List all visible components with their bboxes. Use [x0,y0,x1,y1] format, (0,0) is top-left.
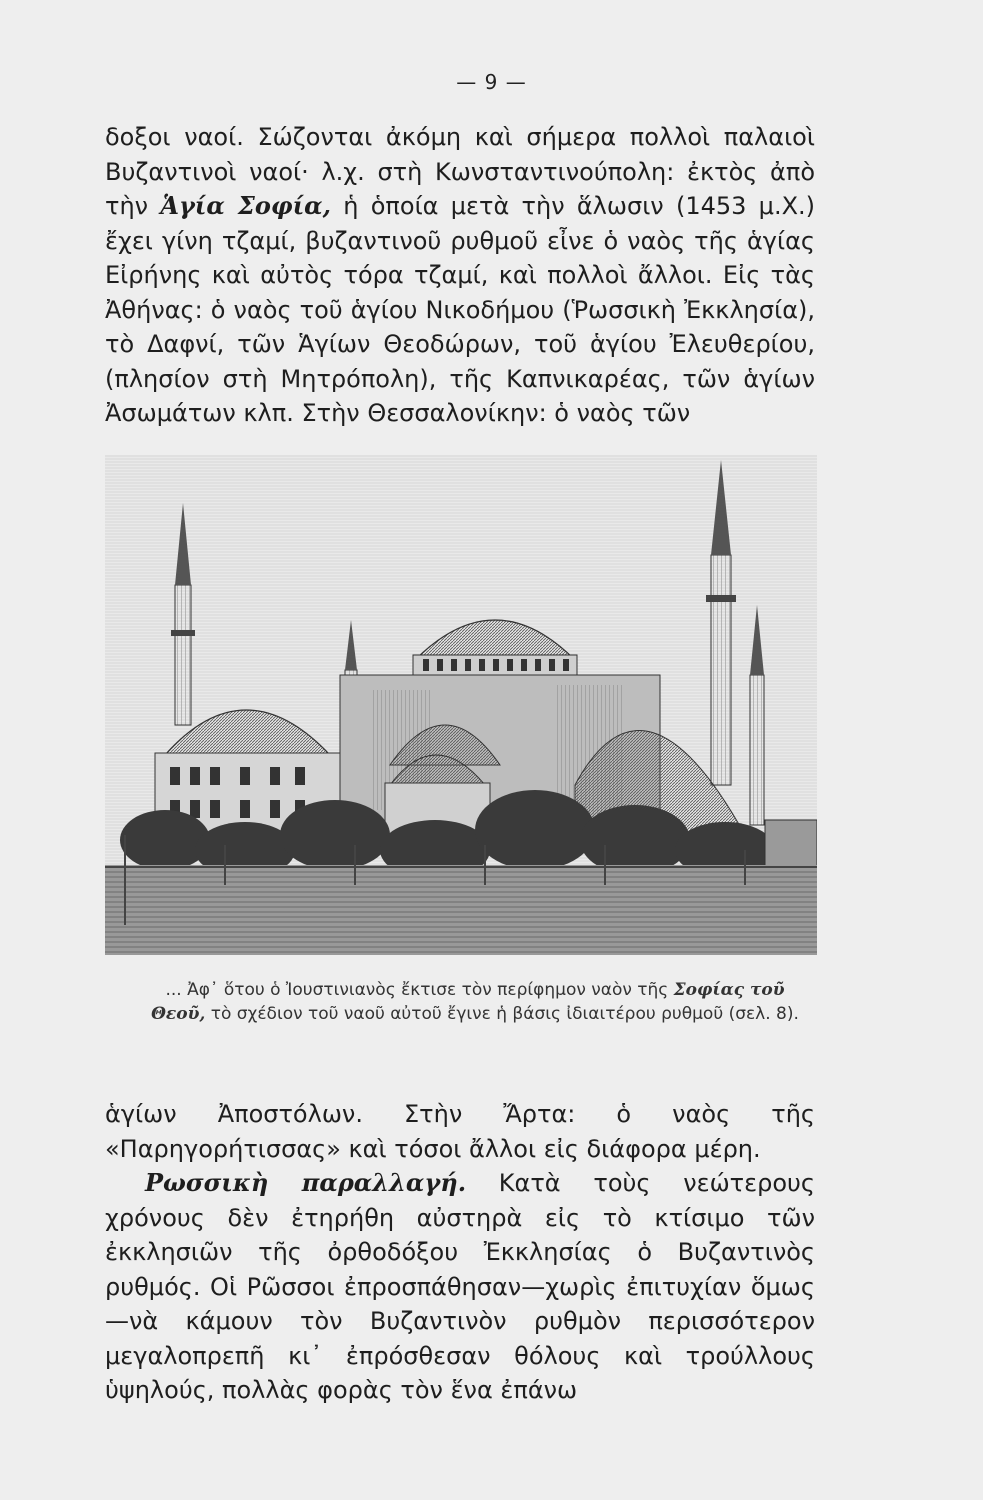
section-heading: Ρωσσικὴ παραλλαγή. [145,1168,467,1197]
caption-part-2: τὸ σχέδιον τοῦ ναοῦ αὐτοῦ ἔγινε ἡ βάσις ἰδιαιτέρου ρυθμοῦ (σελ. 8). [210,1004,799,1024]
hagia-sophia-engraving [105,455,817,955]
top-paragraph [105,120,815,431]
bottom-paragraph-2 [105,1166,815,1408]
page-number: — 9 — [456,70,527,94]
bottom-paragraph-2-text: Κατὰ τοὺς νεώτερους χρόνους δὲν ἐτηρήθη αὐστηρὰ εἰς τὸ κτίσιμο τῶν ἐκκλησιῶν τῆς ὀρθοδόξου Ἐκκλησίας ὁ Βυζαντινὸς ρυθμός. Οἱ Ρῶσσοι ἐπροσπάθησαν—χωρὶς ἐπιτυχίαν ὅμως—νὰ κάμουν τὸν Βυζαντινὸν ρυθμὸν περισσότερον μεγαλοπρεπῆ κι᾽ ἐπρόσθεσαν θόλους καὶ τρούλλους ὑψηλούς, πολλὰς φορὰς τὸν ἕνα ἐπάνω [105,1169,815,1404]
top-text-part-2: ἡ ὁποία μετὰ τὴν ἅλωσιν (1453 μ.Χ.) ἔχει γίνη τζαμί, βυζαντινοῦ ρυθμοῦ εἶνε ὁ ναὸς τῆς ἁγίας Εἰρήνης καὶ αὐτὸς τόρα τζαμί, καὶ πολλοὶ ἄλλοι. Εἰς τὰς Ἀθήνας: ὁ ναὸς τοῦ ἁγίου Νικοδήμου (Ῥωσσικὴ Ἐκκλησία), τὸ Δαφνί, τῶν Ἁγίων Θεοδώρων, τοῦ ἁγίου Ἐλευθερίου, (πλησίον στὴ Μητρόπολη), τῆς Καπνικαρέας, τῶν ἁγίων Ἀσωμάτων κλπ. Στὴν Θεσσαλονίκην: ὁ ναὸς τῶν [105,192,816,427]
bottom-paragraphs [105,1097,815,1408]
caption-part-1: ... Ἀφ᾽ ὅτου ὁ Ἰουστινιανὸς ἔκτισε τὸν περίφημον ναὸν τῆς [165,980,669,1000]
top-text-part-1: δοξοι ναοί. Σώζονται ἀκόμη καὶ σήμερα πολλοὶ παλαιοὶ Βυζαντινοὶ ναοί· λ.χ. στὴ Κωνσταντινούπολη: ἐκτὸς ἀπὸ τὴν [105,123,815,220]
bottom-paragraph-1: ἁγίων Ἀποστόλων. Στὴν Ἄρτα: ὁ ναὸς τῆς «Παρηγορήτισσας» καὶ τόσοι ἄλλοι εἰς διάφορα μέρη. [105,1100,815,1163]
figure-caption [150,978,800,1026]
top-text-italic: Ἁγία Σοφία, [160,191,332,220]
caption-italic: Σοφίας τοῦ Θεοῦ, [151,980,785,1024]
